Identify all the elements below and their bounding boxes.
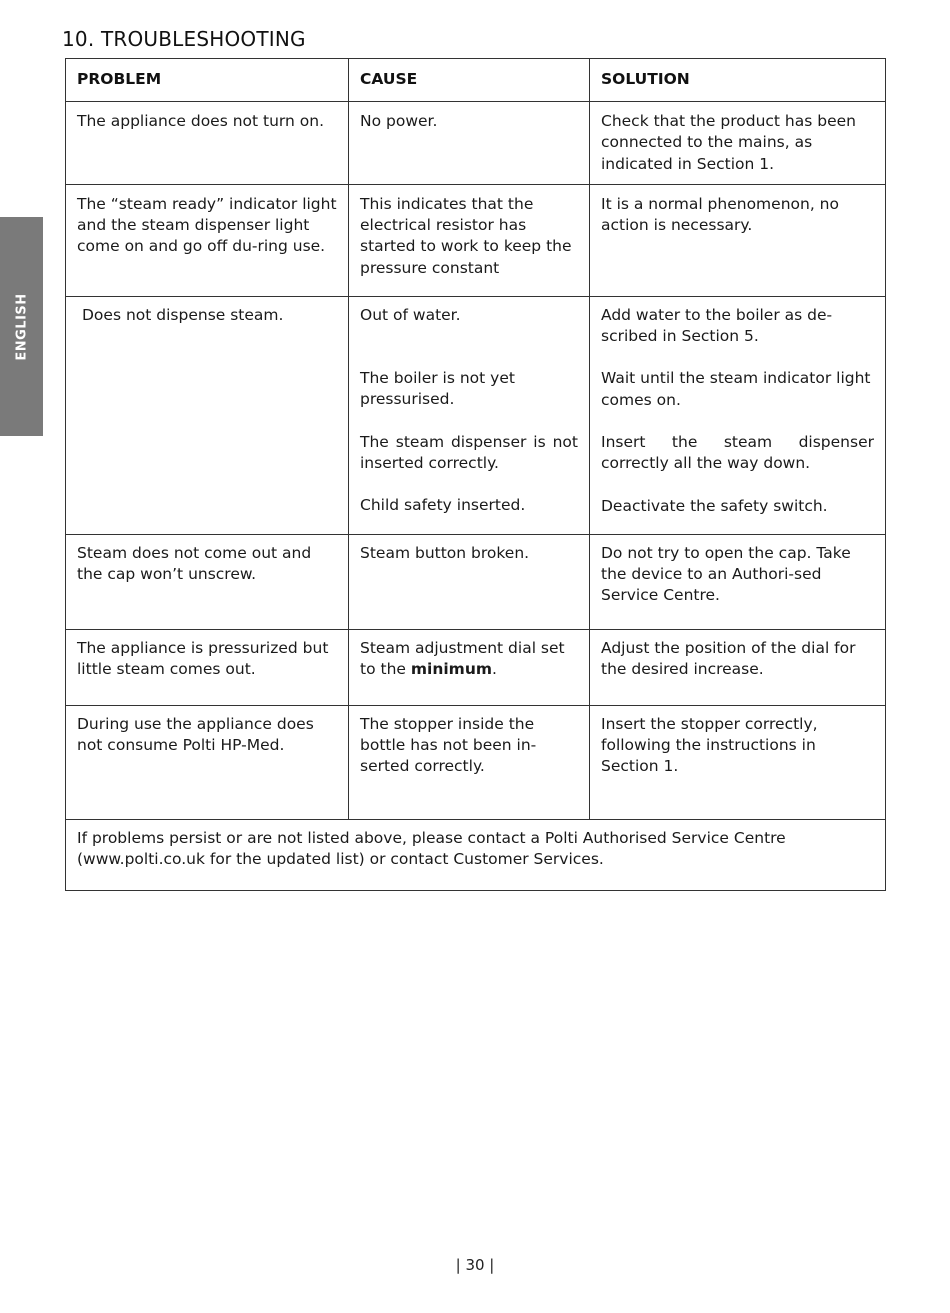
table-header-row bbox=[66, 59, 886, 102]
problem-cell: The appliance is pressurized but little steam comes out. bbox=[66, 629, 349, 705]
footer-note: If problems persist or are not listed above, please contact a Polti Authorised Service Centre (www.polti.co.uk for the updated list) or contact Customer Services. bbox=[66, 819, 886, 890]
table-row bbox=[66, 629, 886, 705]
problem-cell: The “steam ready” indicator light and the steam dispenser light come on and go off du-ring use. bbox=[66, 184, 349, 296]
troubleshooting-table bbox=[65, 58, 886, 891]
table-row bbox=[66, 534, 886, 629]
solution-cell bbox=[590, 629, 886, 705]
cause-text: Steam button broken. bbox=[360, 543, 530, 562]
language-tab-label: ENGLISH bbox=[14, 292, 29, 361]
solution-text: Wait until the steam indicator light comes on. bbox=[601, 369, 871, 409]
cause-text: Steam adjustment dial set to the bbox=[360, 638, 565, 679]
problem-text: Does not dispense steam. bbox=[82, 305, 284, 324]
cause-text: The steam dispenser is not inserted correctly. bbox=[360, 432, 578, 473]
page-title: 10. TROUBLESHOOTING bbox=[62, 27, 306, 51]
table-row bbox=[66, 705, 886, 819]
table-row bbox=[66, 184, 886, 296]
solution-text: Add water to the boiler as de-scribed in Section 5. bbox=[601, 305, 833, 346]
problem-cell bbox=[66, 296, 349, 534]
cause-text-end: . bbox=[492, 660, 497, 679]
cause-text: Out of water. bbox=[360, 305, 461, 324]
solution-cell bbox=[590, 705, 886, 819]
header-problem: PROBLEM bbox=[66, 59, 349, 102]
solution-text: Do not try to open the cap. Take the device to an Authori-sed Service Centre. bbox=[601, 543, 851, 605]
solution-cell bbox=[590, 184, 886, 296]
cause-cell bbox=[349, 629, 590, 705]
cause-cell bbox=[349, 296, 590, 534]
table-row bbox=[66, 102, 886, 185]
cause-emphasis: minimum bbox=[410, 660, 493, 679]
table-row bbox=[66, 296, 886, 534]
cause-text: This indicates that the electrical resistor has started to work to keep the pressure constant bbox=[360, 194, 572, 277]
solution-cell bbox=[590, 102, 886, 185]
solution-text: Insert the stopper correctly, following the instructions in Section 1. bbox=[601, 714, 818, 776]
problem-cell: During use the appliance does not consume Polti HP-Med. bbox=[66, 705, 349, 819]
solution-text: It is a normal phenomenon, no action is necessary. bbox=[601, 194, 839, 235]
problem-cell: The appliance does not turn on. bbox=[66, 102, 349, 185]
cause-text: The stopper inside the bottle has not been in-serted correctly. bbox=[360, 714, 537, 776]
page-number: | 30 | bbox=[455, 1256, 495, 1274]
cause-cell bbox=[349, 184, 590, 296]
cause-cell bbox=[349, 102, 590, 185]
cause-text: No power. bbox=[360, 112, 438, 130]
language-tab bbox=[0, 217, 43, 436]
solution-text: Adjust the position of the dial for the desired increase. bbox=[601, 638, 856, 679]
solution-text: Check that the product has been connected to the mains, as indicated in Section 1. bbox=[601, 112, 856, 173]
solution-cell bbox=[590, 296, 886, 534]
header-solution: SOLUTION bbox=[590, 59, 886, 102]
cause-cell bbox=[349, 705, 590, 819]
cause-cell bbox=[349, 534, 590, 629]
table-footer-row bbox=[66, 819, 886, 890]
solution-text: Insert the steam dispenser correctly all the way down. bbox=[601, 433, 874, 473]
cause-text: The boiler is not yet pressurised. bbox=[360, 369, 515, 409]
cause-text: Child safety inserted. bbox=[360, 496, 526, 515]
solution-cell bbox=[590, 534, 886, 629]
header-cause: CAUSE bbox=[349, 59, 590, 102]
problem-cell: Steam does not come out and the cap won’t unscrew. bbox=[66, 534, 349, 629]
solution-text: Deactivate the safety switch. bbox=[601, 496, 828, 515]
